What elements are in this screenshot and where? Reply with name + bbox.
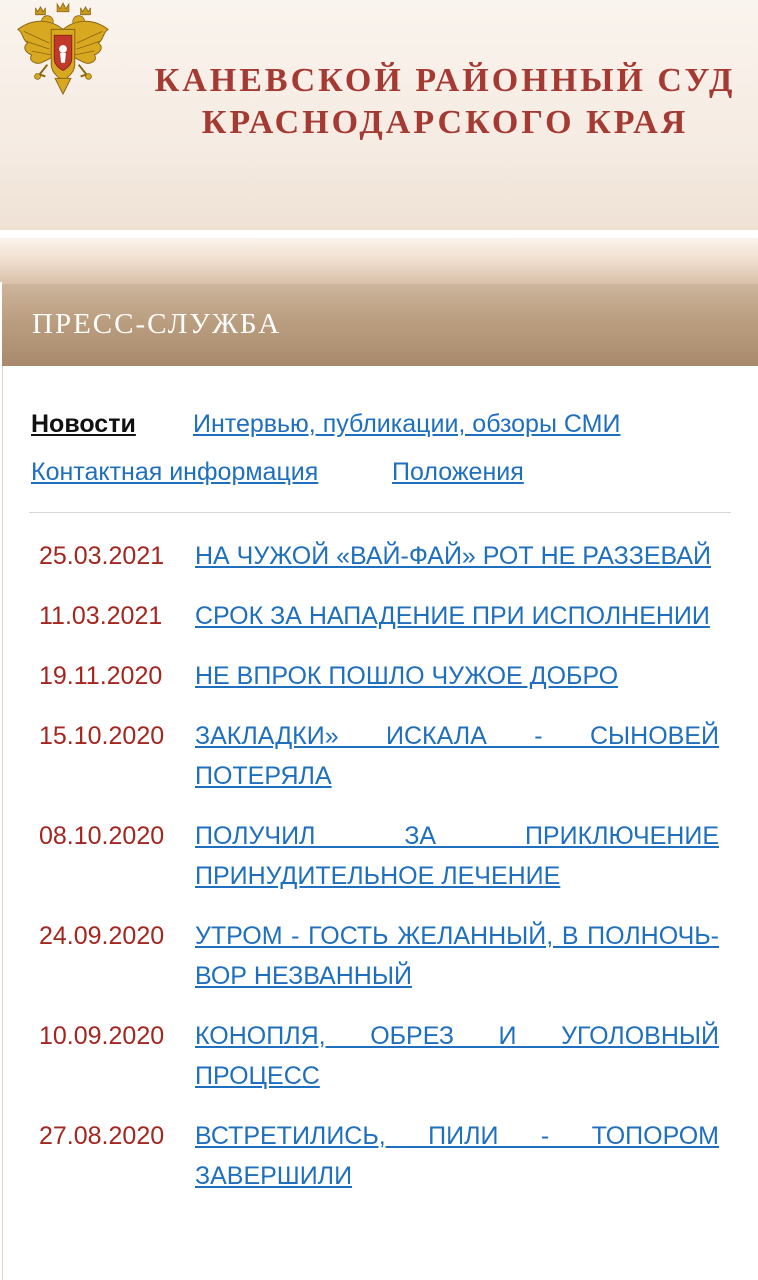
court-title: КАНЕВСКОЙ РАЙОННЫЙ СУД КРАСНОДАРСКОГО КРАЯ [154, 62, 736, 141]
news-link[interactable]: ВСТРЕТИЛИСЬ, ПИЛИ - ТОПОРОМ ЗАВЕРШИЛИ [195, 1122, 719, 1190]
section-top-band [0, 238, 758, 282]
tab-regulations[interactable]: Положения [392, 458, 524, 486]
news-date: 24.09.2020 [39, 922, 165, 950]
news-item [3, 596, 758, 636]
news-item [3, 816, 758, 896]
tab-interviews-publications[interactable]: Интервью, публикации, обзоры СМИ [193, 410, 621, 438]
news-link[interactable]: КОНОПЛЯ, ОБРЕЗ И УГОЛОВНЫЙ ПРОЦЕСС [195, 1022, 719, 1090]
news-link[interactable]: НЕ ВПРОК ПОШЛО ЧУЖОЕ ДОБРО [195, 662, 619, 690]
news-date: 27.08.2020 [39, 1122, 165, 1150]
news-date: 11.03.2021 [39, 602, 163, 630]
news-item [3, 1116, 758, 1196]
news-date: 19.11.2020 [39, 662, 163, 690]
tab-contact-info[interactable]: Контактная информация [31, 458, 319, 486]
news-link[interactable]: СРОК ЗА НАПАДЕНИЕ ПРИ ИСПОЛНЕНИИ [195, 602, 710, 630]
news-item [3, 916, 758, 996]
news-item [3, 656, 758, 696]
news-link[interactable]: ЗАКЛАДКИ» ИСКАЛА - СЫНОВЕЙ ПОТЕРЯЛА [195, 722, 719, 790]
news-item [3, 716, 758, 796]
news-list [3, 536, 758, 1216]
news-date: 25.03.2021 [39, 542, 165, 570]
coat-of-arms-icon[interactable] [14, 0, 112, 98]
header-separator [0, 230, 758, 238]
news-item [3, 536, 758, 576]
section-title: ПРЕСС-СЛУЖБА [32, 308, 282, 340]
news-link[interactable]: УТРОМ - ГОСТЬ ЖЕЛАННЫЙ, В ПОЛНОЧЬ- ВОР НЕЗВАННЫЙ [195, 922, 719, 990]
news-link[interactable]: НА ЧУЖОЙ «ВАЙ-ФАЙ» РОТ НЕ РАЗЗЕВАЙ [195, 542, 712, 570]
news-date: 15.10.2020 [39, 722, 165, 750]
tabs-divider [29, 512, 731, 513]
section-header-bar [2, 282, 758, 366]
news-link[interactable]: ПОЛУЧИЛ ЗА ПРИКЛЮЧЕНИЕ ПРИНУДИТЕЛЬНОЕ ЛЕЧЕНИЕ [195, 822, 719, 890]
site-header [0, 0, 758, 230]
news-item [3, 1016, 758, 1096]
news-date: 10.09.2020 [39, 1022, 165, 1050]
news-date: 08.10.2020 [39, 822, 165, 850]
content-panel [2, 366, 758, 1280]
tab-news[interactable]: Новости [31, 410, 136, 438]
